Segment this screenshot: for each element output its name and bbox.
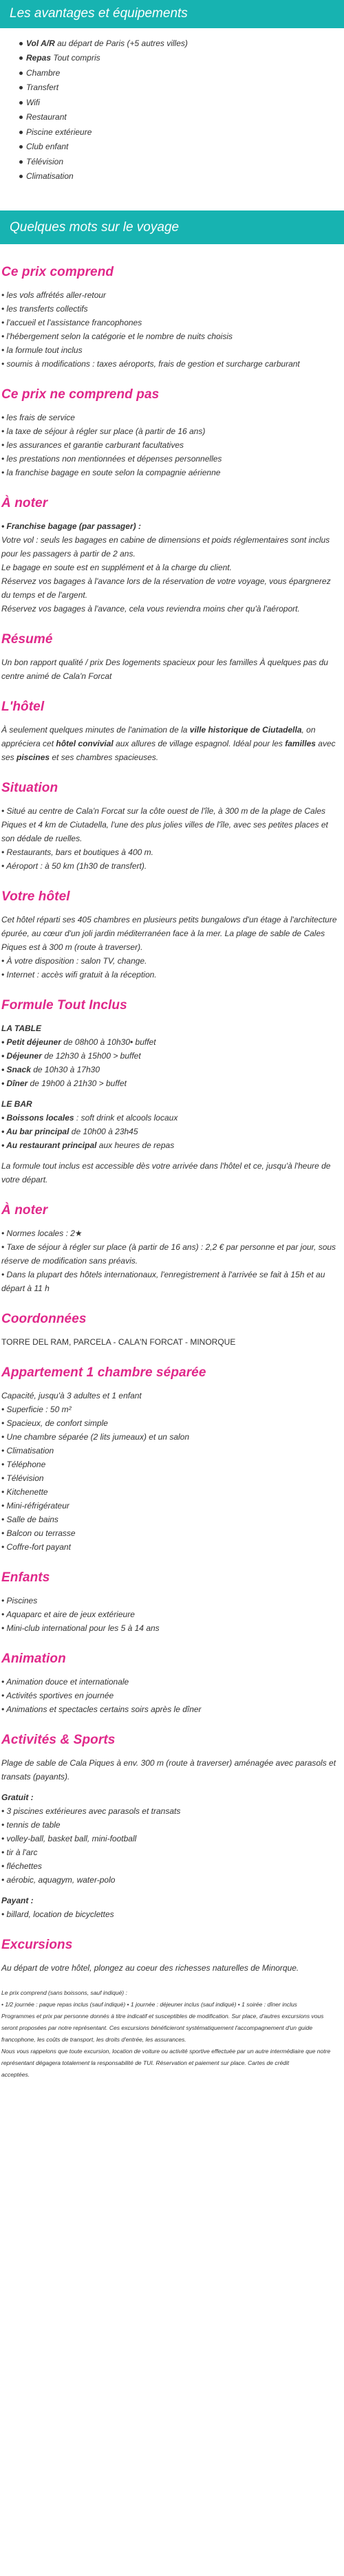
- text-line: • les assurances et garantie carburant facultatives: [1, 440, 184, 450]
- text-line: • les frais de service: [1, 412, 75, 422]
- animation-list: [0, 1675, 344, 1716]
- banner-voyage: Quelques mots sur le voyage: [0, 210, 344, 244]
- advantage-text: Télévision: [26, 156, 64, 166]
- text-line: • À votre disposition : salon TV, change.: [1, 955, 147, 966]
- hotel-bold-3: familles: [285, 738, 316, 748]
- formule-line-label: • Snack: [1, 1064, 31, 1074]
- payant-list: [1, 1907, 338, 1921]
- text-line: • Télévision: [1, 1473, 44, 1483]
- text-line: • Restaurants, bars et boutiques à 400 m.: [1, 847, 153, 857]
- text-line: • Mini-club international pour les 5 à 14 ans: [1, 1623, 160, 1633]
- text-line: Nous vous rappelons que toute excursion, location de voiture ou activité sportive effectuée par un autre intermédiaire que notre représentant dégagera totalement la responsabilité de TUI. Réservation et paiement sur place. Cartes de crédit: [1, 2047, 331, 2066]
- advantage-text: Wifi: [26, 97, 40, 107]
- coordonnees-block: [0, 1335, 344, 1349]
- a-noter-block: [0, 519, 344, 616]
- votre-hotel-list: [0, 913, 344, 982]
- section-title-a-noter-2: À noter: [1, 1202, 48, 1217]
- advantage-item: [26, 169, 344, 184]
- text-line: • Téléphone: [1, 1459, 46, 1469]
- appartement-list: [1, 1403, 338, 1554]
- section-title-appartement: Appartement 1 chambre séparée: [1, 1365, 206, 1380]
- section-title-enfants: Enfants: [1, 1570, 50, 1585]
- hotel-bold-1: ville historique de Ciutadella: [189, 724, 302, 735]
- formule-bar-list: [1, 1111, 338, 1152]
- hotel-text-3: aux allures de village espagnol. Idéal pour les: [113, 738, 286, 748]
- resume-text: Un bon rapport qualité / prix Des logements spacieux pour les familles À quelques pas du centre animé de Cala'n Forcat: [1, 657, 328, 681]
- text-line: • Climatisation: [1, 1445, 54, 1455]
- text-line: • Piscines: [1, 1595, 38, 1605]
- text-line: Réservez vos bagages à l'avance, cela vous reviendra moins cher qu'à l'aéroport.: [1, 603, 300, 614]
- formule-line: [1, 1035, 338, 1049]
- prix-comprend-list: [0, 288, 344, 371]
- text-line: • Balcon ou terrasse: [1, 1528, 76, 1538]
- formule-line-text: de 12h30 à 15h00 > buffet: [41, 1050, 141, 1061]
- text-line: • Animations et spectacles certains soirs après le dîner: [1, 1704, 202, 1714]
- formule-line-label: • Petit déjeuner: [1, 1037, 61, 1047]
- activites-block: [0, 1756, 344, 1921]
- text-line: • Dans la plupart des hôtels internationaux, l'enregistrement à l'arrivée se fait à 15h et au départ à 11 h: [1, 1269, 325, 1293]
- section-title-prix-ne-comprend: Ce prix ne comprend pas: [1, 387, 160, 402]
- advantage-text: Transfert: [26, 83, 59, 93]
- text-line: • soumis à modifications : taxes aéroports, frais de gestion et surcharge carburant: [1, 358, 300, 369]
- hotel-bold-2: hôtel convivial: [56, 738, 114, 748]
- text-line: • la franchise bagage en soute selon la compagnie aérienne: [1, 467, 221, 477]
- text-line: Cet hôtel réparti ses 405 chambres en plusieurs petits bungalows d'un étage à l'architecture épurée, au cœur d'un joli jardin méditerranéen face à la mer. La plage de sable de Cales Piques est à 300 m (route à traverser).: [1, 914, 337, 952]
- formule-line-text: : soft drink et alcools locaux: [74, 1112, 178, 1123]
- section-title-formule: Formule Tout Inclus: [1, 997, 127, 1013]
- advantage-item: [26, 36, 344, 52]
- text-line: • Kitchenette: [1, 1486, 48, 1497]
- franchise-bagage-label: • Franchise bagage (par passager) :: [1, 521, 141, 531]
- text-line: Le prix comprend (sans boissons, sauf indiqué) :: [1, 1989, 127, 1996]
- le-bar-label: LE BAR: [1, 1098, 32, 1109]
- text-line: francophone, les coûts de transport, les droits d'entrée, les assurances.: [1, 2035, 186, 2043]
- advantage-item: [26, 66, 344, 81]
- hotel-paragraph: [1, 723, 338, 764]
- section-title-activites: Activités & Sports: [1, 1732, 116, 1747]
- text-line: • la formule tout inclus: [1, 345, 83, 355]
- text-line: • les vols affrétés aller-retour: [1, 290, 107, 300]
- text-line: • l'accueil et l'assistance francophones: [1, 317, 142, 327]
- text-line: • Spacieux, de confort simple: [1, 1418, 108, 1428]
- section-title-situation: Situation: [1, 780, 58, 795]
- advantage-bold: Vol A/R: [26, 38, 55, 48]
- formule-line: [1, 1138, 338, 1152]
- excursions-block: [0, 1961, 344, 1975]
- formule-line-label: • Déjeuner: [1, 1050, 42, 1061]
- formule-line-text: de 10h30 à 17h30: [30, 1064, 100, 1074]
- excursions-text: Au départ de votre hôtel, plongez au coeur des richesses naturelles de Minorque.: [1, 1962, 299, 1973]
- text-line: • 3 piscines extérieures avec parasols et transats: [1, 1806, 181, 1816]
- section-title-prix-comprend: Ce prix comprend: [1, 264, 114, 279]
- advantage-text: Club enfant: [26, 142, 69, 152]
- section-title-hotel: L'hôtel: [1, 699, 45, 714]
- text-line: Le bagage en soute est en supplément et à la charge du client.: [1, 562, 232, 572]
- formule-line-text: aux heures de repas: [96, 1140, 175, 1150]
- text-line: • Activités sportives en journée: [1, 1690, 114, 1700]
- address-text: TORRE DEL RAM, PARCELA - CALA'N FORCAT - MINORQUE: [1, 1336, 236, 1347]
- text-line: • Coffre-fort payant: [1, 1541, 71, 1552]
- formule-line-label: • Au restaurant principal: [1, 1140, 97, 1150]
- advantage-bold: Repas: [26, 53, 52, 63]
- text-line: Programmes et prix par personne donnés à titre indicatif et susceptibles de modification. Sur place, d'autres excursions vous seront proposées par notre représentant. Ces excursions bénéficieront systématiquement l'accompagnement d'un guide: [1, 2012, 324, 2031]
- advantage-text: Piscine extérieure: [26, 127, 92, 137]
- hotel-bold-4: piscines: [17, 752, 50, 762]
- text-line: • billard, location de bicyclettes: [1, 1909, 114, 1919]
- text-line: • 1/2 journée : paque repas inclus (sauf indiqué) • 1 journée : déjeuner inclus (sauf indiqué) • 1 soirée : dîner inclus: [1, 2000, 297, 2008]
- formule-line: [1, 1125, 338, 1138]
- advantage-item: [26, 140, 344, 155]
- hotel-text-1: À seulement quelques minutes de l'animation de la: [1, 724, 190, 735]
- appartement-intro: Capacité, jusqu'à 3 adultes et 1 enfant: [1, 1390, 142, 1400]
- text-line: • les prestations non mentionnées et dépenses personnelles: [1, 453, 222, 464]
- formule-line: [1, 1049, 338, 1063]
- enfants-list: [0, 1594, 344, 1635]
- advantage-text: Chambre: [26, 67, 61, 78]
- text-line: • tir à l'arc: [1, 1847, 38, 1857]
- text-line: Votre vol : seuls les bagages en cabine de dimensions et poids réglementaires sont inclus pour les passagers à partir de 2 ans.: [1, 534, 330, 559]
- advantage-text: Restaurant: [26, 112, 67, 122]
- text-line: • l'hébergement selon la catégorie et le nombre de nuits choisis: [1, 331, 233, 341]
- gratuit-label: Gratuit :: [1, 1792, 34, 1802]
- situation-list: [0, 804, 344, 873]
- text-line: • Mini-réfrigérateur: [1, 1500, 69, 1511]
- hotel-text-2: , on appréciera cet: [1, 724, 316, 748]
- text-line: • Animation douce et internationale: [1, 1676, 129, 1687]
- payant-label: Payant :: [1, 1895, 34, 1905]
- text-line: • Salle de bains: [1, 1514, 58, 1524]
- activites-intro: Plage de sable de Cala Piques à env. 300 m (route à traverser) aménagée avec parasols et transats (payants).: [1, 1757, 336, 1782]
- advantage-item: [26, 155, 344, 170]
- advantage-item: [26, 80, 344, 96]
- text-line: • Aéroport : à 50 km (1h30 de transfert).: [1, 861, 147, 871]
- appartement-block: [0, 1389, 344, 1554]
- formule-line: [1, 1063, 338, 1076]
- text-line: • fléchettes: [1, 1861, 42, 1871]
- text-line: • les transferts collectifs: [1, 303, 88, 314]
- formule-note: La formule tout inclus est accessible dès votre arrivée dans l'hôtel et ce, jusqu'à l'heure de votre départ.: [1, 1160, 331, 1184]
- text-line: • Taxe de séjour à régler sur place (à partir de 16 ans) : 2,2 € par personne et par jour, sous réserve de modification sans préavis.: [1, 1242, 336, 1266]
- la-table-label: LA TABLE: [1, 1023, 41, 1033]
- formule-line-text: de 08h00 à 10h30• buffet: [61, 1037, 156, 1047]
- formule-line-text: de 10h00 à 23h45: [69, 1126, 138, 1136]
- section-title-excursions: Excursions: [1, 1937, 73, 1952]
- advantage-item: [26, 96, 344, 111]
- gratuit-list: [1, 1804, 338, 1887]
- text-line: • Normes locales : 2★: [1, 1228, 83, 1238]
- formule-line-label: • Au bar principal: [1, 1126, 69, 1136]
- text-line: • Internet : accès wifi gratuit à la réception.: [1, 969, 157, 979]
- fine-print: [0, 1987, 344, 2081]
- text-line: • tennis de table: [1, 1819, 61, 1830]
- hotel-text-5: et ses chambres spacieuses.: [50, 752, 159, 762]
- hotel-text-block: [0, 723, 344, 764]
- section-title-votre-hotel: Votre hôtel: [1, 889, 70, 904]
- advantage-item: [26, 125, 344, 140]
- text-line: • Une chambre séparée (2 lits jumeaux) et un salon: [1, 1431, 190, 1442]
- section-title-animation: Animation: [1, 1651, 66, 1666]
- text-line: • volley-ball, basket ball, mini-football: [1, 1833, 137, 1843]
- formule-block: [0, 1021, 344, 1187]
- a-noter-2-list: [0, 1226, 344, 1295]
- a-noter-lines: [1, 533, 338, 616]
- text-line: • la taxe de séjour à régler sur place (à partir de 16 ans): [1, 426, 206, 436]
- prix-ne-comprend-list: [0, 411, 344, 479]
- text-line: acceptées.: [1, 2070, 30, 2078]
- formule-line-text: de 19h00 à 21h30 > buffet: [28, 1078, 127, 1088]
- formule-line: [1, 1076, 338, 1090]
- text-line: Réservez vos bagages à l'avance lors de la réservation de votre voyage, vous épargnerez du temps et de l'argent.: [1, 576, 331, 600]
- advantage-item: [26, 110, 344, 125]
- advantage-text: au départ de Paris (+5 autres villes): [54, 38, 188, 48]
- text-line: • aérobic, aquagym, water-polo: [1, 1874, 116, 1885]
- formule-table-list: [1, 1035, 338, 1090]
- resume-text-block: [0, 656, 344, 683]
- text-line: • Situé au centre de Cala'n Forcat sur la côte ouest de l'île, à 300 m de la plage de Cales Piques et 4 km de Ciutadella, l'une des plus jolies villes de l'île, avec ses petites places et son dédale de ruelles.: [1, 805, 328, 843]
- text-line: • Superficie : 50 m²: [1, 1404, 72, 1414]
- advantage-text: Climatisation: [26, 171, 74, 182]
- advantage-item: [26, 51, 344, 66]
- advantages-list: [0, 36, 344, 184]
- hotel-text-4: avec ses: [1, 738, 336, 762]
- text-line: • Aquaparc et aire de jeux extérieure: [1, 1609, 135, 1619]
- formule-line-label: • Dîner: [1, 1078, 28, 1088]
- advantage-text: Tout compris: [51, 53, 100, 63]
- section-title-a-noter: À noter: [1, 495, 48, 510]
- banner-advantages: Les avantages et équipements: [0, 0, 344, 28]
- section-title-coordonnees: Coordonnées: [1, 1311, 87, 1326]
- formule-line-label: • Boissons locales: [1, 1112, 74, 1123]
- formule-line: [1, 1111, 338, 1125]
- section-title-resume: Résumé: [1, 631, 53, 647]
